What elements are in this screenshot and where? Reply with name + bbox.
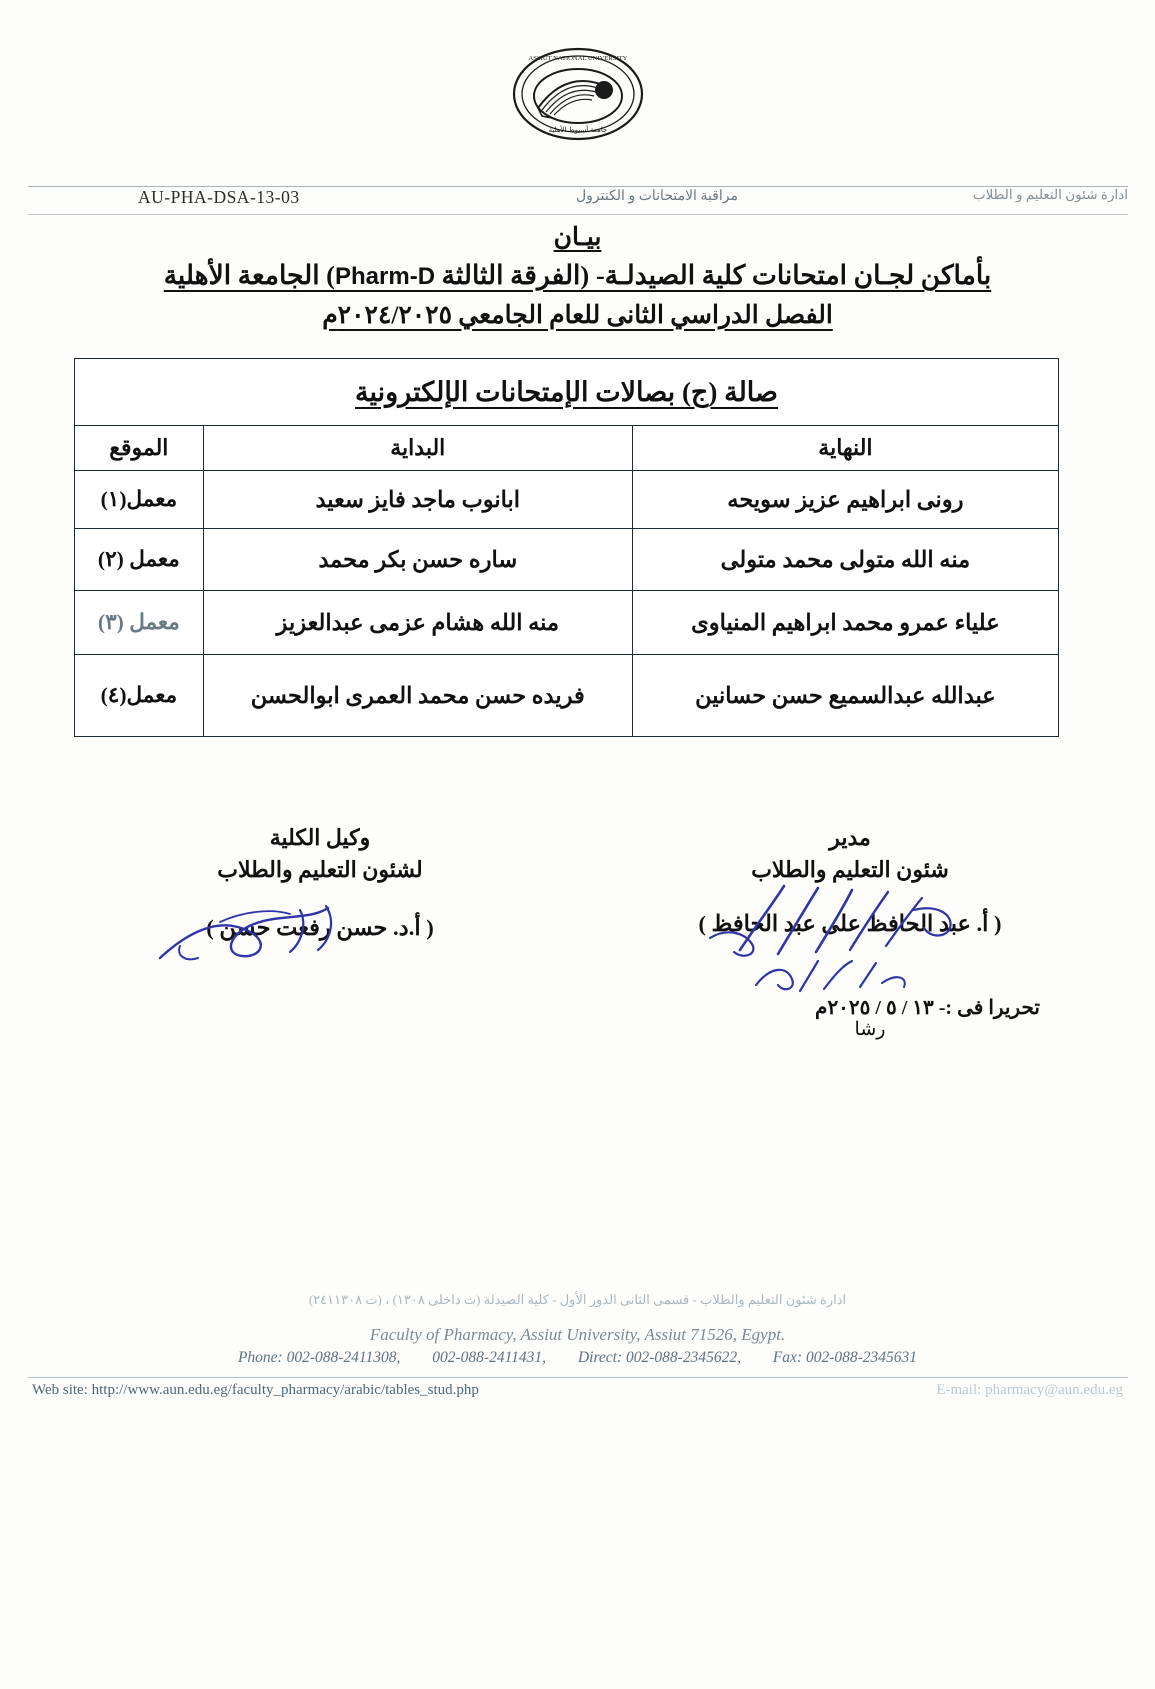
document-code: AU-PHA-DSA-13-03 bbox=[138, 187, 300, 207]
table-row bbox=[75, 529, 1059, 591]
cell-location-1: معمل(١) bbox=[75, 471, 204, 529]
exam-locations-table bbox=[74, 358, 1059, 737]
issue-date-label: تحريرا فى :- bbox=[938, 997, 1040, 1019]
cell-start-1: ابانوب ماجد فايز سعيد bbox=[203, 471, 632, 529]
header-department-right: ادارة شئون التعليم و الطلاب bbox=[972, 187, 1128, 202]
cell-start-3: منه الله هشام عزمى عبدالعزيز bbox=[203, 591, 632, 655]
signature-left-name: ( أ.د. حسن رفعت حسن ) bbox=[206, 914, 434, 940]
footer-email[interactable]: E-mail: pharmacy@aun.edu.eg bbox=[936, 1382, 1123, 1398]
issue-date-line bbox=[740, 995, 1040, 1020]
footer-website[interactable]: Web site: http://www.aun.edu.eg/faculty_pharmacy/arabic/tables_stud.php bbox=[32, 1382, 479, 1398]
footer-direct: Direct: 002-088-2345622, bbox=[577, 1349, 741, 1366]
footer-rule bbox=[28, 1377, 1128, 1378]
footer-arabic-note: ادارة شئون التعليم والطلاب - قسمى الثانى الدور الأول - كلية الصيدلة (ت داخلى ١٣٠٨) ، (ت ٢٤١١٣٠٨) bbox=[308, 1292, 847, 1307]
title-subline-1-part-b: ) الجامعة الأهلية bbox=[163, 260, 336, 290]
table-header-row bbox=[75, 426, 1059, 471]
table-row bbox=[75, 591, 1059, 655]
cell-end-1: رونى ابراهيم عزيز سويحه bbox=[632, 471, 1058, 529]
cell-start-2: ساره حسن بكر محمد bbox=[203, 529, 632, 591]
page-title: بيـان bbox=[553, 224, 602, 251]
signature-block-left bbox=[120, 822, 520, 944]
table-caption-row bbox=[75, 359, 1059, 426]
column-header-location: الموقع bbox=[75, 426, 204, 471]
column-header-start: البداية bbox=[203, 426, 632, 471]
cell-start-4: فريده حسن محمد العمرى ابوالحسن bbox=[203, 655, 632, 737]
cell-location-2: معمل (٢) bbox=[75, 529, 204, 591]
footer-phone: Phone: 002-088-2411308, bbox=[237, 1349, 401, 1366]
footer-phone-alt: 002-088-2411431, bbox=[432, 1349, 547, 1366]
table-caption: صالة (ج) بصالات الإمتحانات الإلكترونية bbox=[75, 359, 1059, 426]
signature-left-role-1: وكيل الكلية bbox=[269, 825, 371, 850]
title-subline-1 bbox=[0, 256, 1155, 295]
signature-left-role-2: لشئون التعليم والطلاب bbox=[217, 856, 423, 882]
footer-contact-line bbox=[0, 1349, 1155, 1367]
logo-inner-text: جامعة أسيوط الأهلية bbox=[548, 126, 607, 134]
signature-block-right bbox=[640, 822, 1060, 940]
cell-end-4: عبدالله عبدالسميع حسن حسانين bbox=[632, 655, 1058, 737]
header-bar bbox=[28, 187, 1128, 213]
table-row bbox=[75, 471, 1059, 529]
cell-end-2: منه الله متولى محمد متولى bbox=[632, 529, 1058, 591]
column-header-end: النهاية bbox=[632, 426, 1058, 471]
signature-right-role-2: شئون التعليم والطلاب bbox=[751, 856, 949, 882]
cell-location-4: معمل(٤) bbox=[75, 655, 204, 737]
footer-fax: Fax: 002-088-2345631 bbox=[772, 1349, 918, 1366]
title-subline-1-part-a: بأماكن لجـان امتحانات كلية الصيدلـة- (الفرقة الثالثة bbox=[435, 260, 992, 290]
header-rule-bottom bbox=[28, 214, 1128, 215]
issue-date-value: ١٣ / ٥ / ٢٠٢٥م bbox=[815, 997, 934, 1019]
cell-end-3: علياء عمرو محمد ابراهيم المنياوى bbox=[632, 591, 1058, 655]
footer-faculty-line: Faculty of Pharmacy, Assiut University, Assiut 71526, Egypt. bbox=[369, 1325, 786, 1344]
table-row bbox=[75, 655, 1059, 737]
university-logo bbox=[0, 46, 1155, 142]
title-subline-2: الفصل الدراسي الثانى للعام الجامعي ٢٠٢٤/٢٠٢٥م bbox=[322, 301, 833, 329]
title-block bbox=[0, 222, 1155, 334]
signature-right-name: ( أ. عبد الحافظ على عبد الحافظ ) bbox=[698, 910, 1002, 936]
logo-outer-text: ASSIUT NATIONAL UNIVERSITY bbox=[528, 55, 627, 62]
program-code: Pharm-D bbox=[335, 263, 436, 290]
header-department-mid: مراقبة الامتحانات و الكنترول bbox=[575, 189, 738, 204]
cell-location-3: معمل (٣) bbox=[75, 591, 204, 655]
clerk-name: رشا bbox=[854, 1019, 886, 1040]
signature-right-role-1: مدير bbox=[829, 825, 871, 850]
